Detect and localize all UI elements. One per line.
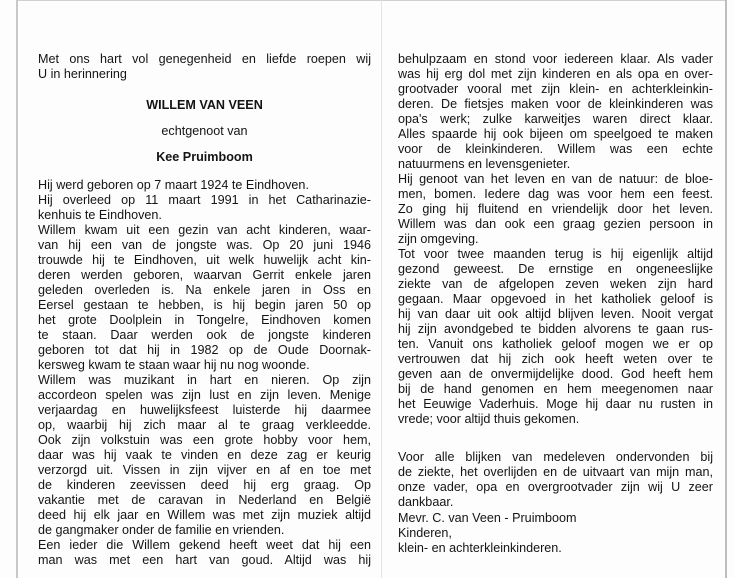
- body-line: deren. De fietsjes maken voor de kleinkinderen was: [398, 97, 713, 111]
- thanks-line: onze vader, opa en overgrootvader zijn wij U zeer: [398, 480, 713, 494]
- body-line: van hij een van de jongste was. Op 20 juni 1946: [38, 238, 371, 252]
- card-right-edge: [725, 0, 727, 578]
- card-fold: [381, 0, 382, 578]
- body-line: Hij werd geboren op 7 maart 1924 te Eindhoven.: [38, 178, 309, 192]
- body-line: voor de kleinkinderen. Willem was een echte: [398, 142, 713, 156]
- body-line: Willem kwam uit een gezin van acht kinderen, waar-: [38, 223, 371, 237]
- body-line: Ook zijn volkstuin was een grote hobby voor hem,: [38, 433, 371, 447]
- body-line: vertrouwen dat hij zich ook heeft weten over te: [398, 352, 713, 366]
- body-line: Zo ging hij fluitend en vriendelijk door het leven.: [398, 202, 713, 216]
- body-line: gegaan. Maar opgevoed in het katholiek geloof is: [398, 292, 713, 306]
- body-line: Alles spaarde hij ook bijeen om speelgoed te maken: [398, 127, 713, 141]
- body-line: Hij genoot van het leven en van de natuur: de bloe-: [398, 172, 713, 186]
- card-left-edge: [16, 0, 18, 578]
- body-line: behulpzaam en stond voor iedereen klaar. Als vader: [398, 52, 713, 66]
- body-line: op, waarbij hij zich maar al te graag verkleedde.: [38, 418, 371, 432]
- body-line: Hij overleed op 11 maart 1991 in het Catharinazie-: [38, 193, 371, 207]
- spouse-label: echtgenoot van: [161, 124, 248, 138]
- body-line: het grote Doolplein in Tongelre, Eindhoven komen: [38, 313, 371, 327]
- body-line: Tot voor twee maanden terug is hij eigenlijk altijd: [398, 247, 713, 261]
- thanks-line: de ziekte, het overlijden en de uitvaart van mijn man,: [398, 465, 713, 479]
- body-line: verzorgd uit. Vissen in zijn vijver en af en toe met: [38, 463, 371, 477]
- body-line: vakantie met de caravan in Nederland en België: [38, 493, 371, 507]
- body-line: geboren tot dat hij in 1982 op de Oude Doornak-: [38, 343, 371, 357]
- body-line: geven aan de onvermijdelijke dood. God heeft hem: [398, 367, 713, 381]
- signature-line: klein- en achterkleinkinderen.: [398, 541, 562, 555]
- thanks-line: Voor alle blijken van medeleven ondervonden bij: [398, 450, 713, 464]
- card-top-edge: [18, 0, 725, 1]
- intro-line: U in herinnering: [38, 67, 127, 81]
- body-line: kersweg kwam te staan waar hij nu nog woonde.: [38, 358, 310, 372]
- body-line: Een ieder die Willem gekend heeft weet dat hij een: [38, 538, 371, 552]
- body-line: deren werden geboren, waarvan Gerrit enkele jaren: [38, 268, 371, 282]
- body-line: ten. Vanuit ons katholiek geloof mogen we er op: [398, 337, 713, 351]
- body-line: trouwde hij te Eindhoven, uit welk huwelijk acht kin-: [38, 253, 371, 267]
- body-line: Willem was dan ook een graag gezien persoon in: [398, 217, 713, 231]
- body-line: accordeon spelen was zijn lust en zijn leven. Menige: [38, 388, 371, 402]
- body-line: hij zijn avondgebed te bidden alvorens te gaan rus-: [398, 322, 713, 336]
- body-line: Eersel gestaan te hebben, is hij begin jaren 50 op: [38, 298, 371, 312]
- body-line: kenhuis te Eindhoven.: [38, 208, 162, 222]
- body-line: de kinderen zeevissen deed hij erg graag. Op: [38, 478, 371, 492]
- body-line: verjaardag en huwelijksfeest luisterde hij daarmee: [38, 403, 371, 417]
- body-line: man was met een hart van goud. Altijd was hij: [38, 553, 371, 567]
- body-line: het Eeuwige Vaderhuis. Moge hij daar nu rusten in: [398, 397, 713, 411]
- body-line: opa's werk; zulke karweitjes waren direct klaar.: [398, 112, 713, 126]
- body-line: te staan. Daar werden ook de jongste kinderen: [38, 328, 371, 342]
- body-line: ziekte van de afgelopen zeven weken zijn hard: [398, 277, 713, 291]
- signature-line: Kinderen,: [398, 526, 452, 540]
- spouse-name: Kee Pruimboom: [156, 150, 253, 164]
- thanks-line: dankbaar.: [398, 495, 454, 509]
- body-line: natuurmens en levensgenieter.: [398, 157, 571, 171]
- body-line: Willem was muzikant in hart en nieren. Op zijn: [38, 373, 371, 387]
- body-line: men, bomen. Iedere dag was voor hem een feest.: [398, 187, 713, 201]
- body-line: zijn omgeving.: [398, 232, 479, 246]
- signature-line: Mevr. C. van Veen - Pruimboom: [398, 511, 577, 525]
- deceased-name: WILLEM VAN VEEN: [146, 98, 263, 112]
- body-line: de gangmaker onder de familie en vrienden.: [38, 523, 285, 537]
- body-line: hij van daar uit ook altijd blijven leven. Nooit vergat: [398, 307, 713, 321]
- body-line: geleden overleden is. Na enkele jaren in Oss en: [38, 283, 371, 297]
- body-line: daar was hij vaak te vinden en deze zag er keurig: [38, 448, 371, 462]
- body-line: was hij erg dol met zijn kinderen en als opa en over-: [398, 67, 713, 81]
- body-line: deed hij elk jaar en Willem was met zijn muziek altijd: [38, 508, 371, 522]
- body-line: bij de hand genomen en hem meegenomen naar: [398, 382, 713, 396]
- body-line: gezond geweest. De ernstige en ongeneeslijke: [398, 262, 713, 276]
- body-line: vrede; voor altijd thuis gekomen.: [398, 412, 580, 426]
- intro-line: Met ons hart vol genegenheid en liefde roepen wij: [38, 52, 371, 66]
- body-line: grootvader vooral met zijn klein- en achterkleinkin-: [398, 82, 713, 96]
